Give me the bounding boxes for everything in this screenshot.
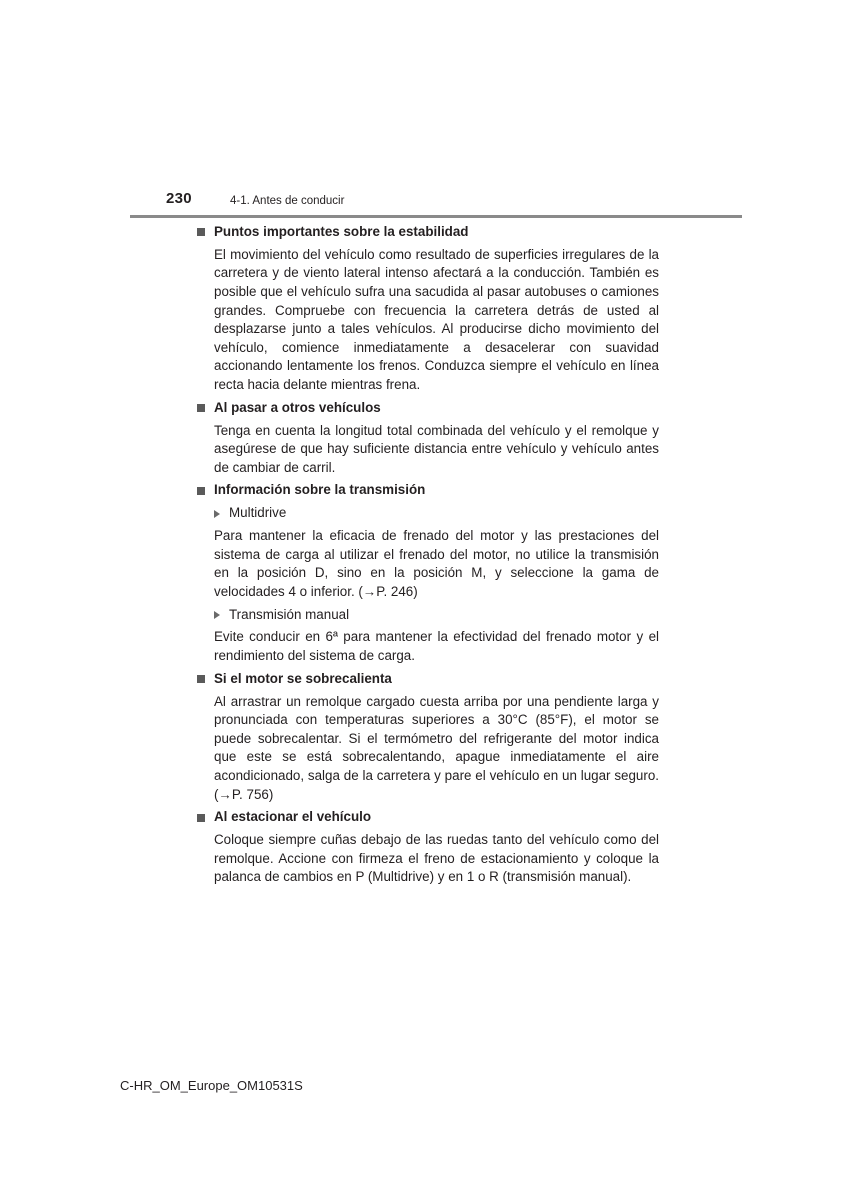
triangle-bullet-icon [214,611,220,619]
section-label: 4-1. Antes de conducir [230,195,345,207]
page-number: 230 [166,190,192,207]
subsection-manual [214,606,659,625]
header-divider [130,215,742,218]
square-bullet-icon [197,814,205,822]
square-bullet-icon [197,487,205,495]
subsection-label: Transmisión manual [229,606,350,622]
section-heading-transmission [197,481,659,500]
section-heading-text: Al estacionar el vehículo [214,809,372,825]
section-body-overheating: Al arrastrar un remolque cargado cuesta arriba por una pendiente larga y pronunciada con temperaturas superiores a 30°C (85°F), el motor se puede sobrecalentar. Si el termómetro del refrigerante del motor indica que este se está sobrecalentando, apague inmediatamente el aire acondicionado, salga de la carretera y pare el vehículo en un lugar seguro. (→P. 756) [214,693,659,802]
section-heading-text: Puntos importantes sobre la estabilidad [214,224,469,239]
section-body-stability: El movimiento del vehículo como resultado de superficies irregulares de la carretera y de viento lateral intenso afectará a la conducción. También es posible que el vehículo sufra una sacudida al pasar autobuses o camiones grandes. Compruebe con frecuencia la carretera detrás de usted al desplazarse junto a tales vehículos. Al producirse dicho movimiento del vehículo, comience inmediatamente a desacelerar con suavidad accionando lentamente los frenos. Conduzca siempre el vehículo en línea recta hacia delante mientras frena. [214,246,659,392]
section-heading-text: Información sobre la transmisión [214,482,426,498]
page-header [0,0,848,230]
section-heading-overtaking [197,399,659,418]
section-heading-parking [197,808,659,827]
subsection-label: Multidrive [229,505,287,521]
section-heading-text: Si el motor se sobrecalienta [214,670,392,686]
document-code: C-HR_OM_Europe_OM10531S [120,1078,303,1093]
subsection-body-multidrive: Para mantener la eficacia de frenado del motor y las prestaciones del sistema de carga al utilizar el frenado del motor, no utilice la transmisión en la posición D, sino en la posición M, y seleccione la gama de velocidades 4 o inferior. (→P. 246) [214,528,659,599]
section-heading-stability [197,223,659,242]
square-bullet-icon [197,228,205,236]
section-heading-overheating [197,670,659,689]
square-bullet-icon [197,404,205,412]
section-body-overtaking: Tenga en cuenta la longitud total combinada del vehículo y el remolque y asegúrese de que hay suficiente distancia entre vehículo y vehículo antes de cambiar de carril. [214,422,659,475]
square-bullet-icon [197,675,205,683]
triangle-bullet-icon [214,510,220,518]
page-content [197,223,659,887]
section-body-parking: Coloque siempre cuñas debajo de las ruedas tanto del vehículo como del remolque. Accione con firmeza el freno de estacionamiento y coloque la palanca de cambios en P (Multidrive) y en 1 o R (transmisión manual). [214,832,659,885]
section-heading-text: Al pasar a otros vehículos [214,399,381,415]
subsection-multidrive [214,504,659,523]
subsection-body-manual: Evite conducir en 6ª para mantener la efectividad del frenado motor y el rendimiento del sistema de carga. [214,629,659,663]
